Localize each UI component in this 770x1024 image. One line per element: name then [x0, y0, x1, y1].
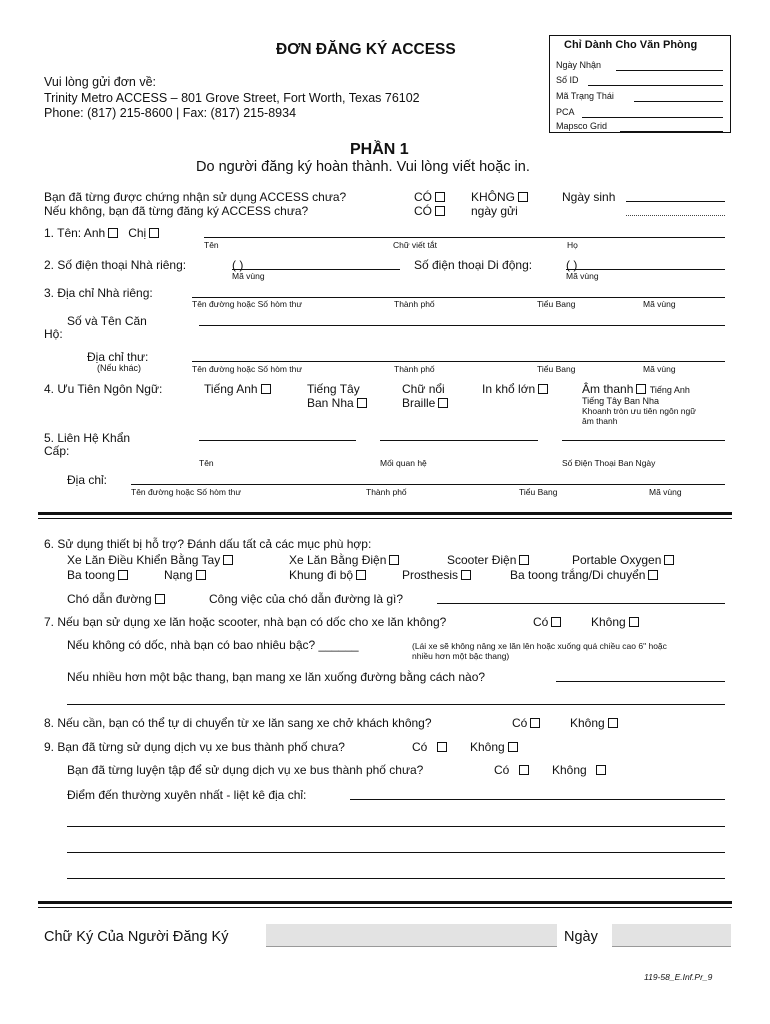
home-phone-label: 2. Số điện thoại Nhà riêng: — [44, 258, 187, 272]
emergency-relation-line[interactable] — [380, 440, 538, 441]
home-address-line[interactable] — [192, 297, 725, 298]
ramp-question: 7. Nếu bạn sử dụng xe lăn hoặc scooter, nhà bạn có dốc cho xe lăn không? — [44, 615, 447, 629]
devices-label: 6. Sử dụng thiết bị hỗ trợ? Đánh dấu tất cả các mục phù hợp: — [44, 537, 372, 551]
steps-note-2: nhiều hơn một bậc thang) — [412, 651, 510, 661]
guide-dog-question: Công việc của chó dẫn đường là gì? — [209, 592, 404, 606]
ramp-yes[interactable]: Có — [533, 615, 561, 629]
checkbox[interactable] — [461, 570, 471, 580]
office-field-id-line[interactable] — [588, 85, 723, 86]
device-scooter[interactable]: Scooter Điện — [447, 553, 529, 567]
audio-note: Khoanh tròn ưu tiên ngôn ngữ — [582, 406, 696, 416]
checkbox[interactable] — [149, 228, 159, 238]
transfer-question: 8. Nếu cần, bạn có thể tự di chuyển từ xe lăn sang xe chở khách không? — [44, 716, 432, 730]
emergency-phone-caption: Số Điện Thoại Ban Ngày — [562, 458, 656, 468]
office-field-mapsco-line[interactable] — [620, 131, 723, 132]
form-title: ĐƠN ĐĂNG KÝ ACCESS — [276, 41, 456, 58]
state-caption: Tiểu Bang — [537, 299, 576, 309]
middle-initial-caption: Chữ viết tắt — [393, 240, 437, 250]
apartment-label-2: Hộ: — [44, 327, 63, 341]
ramp-no[interactable]: Không — [591, 615, 639, 629]
audio-spanish: Tiếng Tây Ban Nha — [582, 396, 660, 406]
office-field-id: Số ID — [556, 75, 579, 85]
destination-line[interactable] — [67, 852, 725, 853]
last-name-caption: Họ — [567, 240, 578, 250]
office-use-title: Chỉ Dành Cho Văn Phòng — [564, 39, 698, 51]
mobile-phone-label: Số điện thoại Di động: — [414, 258, 533, 272]
office-field-status-line[interactable] — [634, 101, 723, 102]
checkbox[interactable] — [508, 742, 518, 752]
apartment-line[interactable] — [199, 325, 725, 326]
device-prosthesis[interactable]: Prosthesis — [402, 568, 471, 582]
sent-date-label: ngày gửi — [471, 204, 518, 218]
checkbox[interactable] — [261, 384, 271, 394]
emergency-address-label: Địa chỉ: — [67, 473, 108, 487]
section-divider — [38, 901, 732, 904]
checkbox[interactable] — [518, 192, 528, 202]
signature-date-label: Ngày — [564, 929, 598, 945]
checkbox[interactable] — [519, 765, 529, 775]
part1-title: PHẦN 1 — [350, 141, 409, 158]
form-code: 119-58_E.Inf.Pr_9 — [644, 972, 713, 982]
emergency-address-line[interactable] — [131, 484, 725, 485]
emergency-relation-caption: Mối quan hệ — [380, 458, 427, 468]
checkbox[interactable] — [356, 570, 366, 580]
device-power-wheelchair[interactable]: Xe Lăn Bằng Điện — [289, 553, 399, 567]
zip-caption: Mã vùng — [643, 299, 676, 309]
send-to-label: Vui lòng gửi đơn về: — [44, 75, 156, 89]
destination-line[interactable] — [67, 826, 725, 827]
office-field-pca-line[interactable] — [582, 117, 723, 118]
bus-question: 9. Bạn đã từng sử dụng dịch vụ xe bus thành phố chưa? — [44, 740, 345, 754]
checkbox[interactable] — [118, 570, 128, 580]
mobile-area-code-caption: Mã vùng — [566, 271, 599, 281]
registered-question: Nếu không, bạn đã từng đăng ký ACCESS chưa? — [44, 204, 309, 218]
mobile-phone-line[interactable] — [566, 269, 725, 270]
checkbox[interactable] — [538, 384, 548, 394]
dob-line[interactable] — [626, 201, 725, 202]
checkbox[interactable] — [196, 570, 206, 580]
more-steps-line[interactable] — [556, 681, 725, 682]
audio-note-2: âm thanh — [582, 416, 618, 426]
contact-phone: Phone: (817) 215-8600 | Fax: (817) 215-8934 — [44, 106, 297, 120]
mailing-address: Trinity Metro ACCESS – 801 Grove Street, Fort Worth, Texas 76102 — [44, 91, 420, 105]
home-address-label: 3. Địa chỉ Nhà riêng: — [44, 286, 153, 300]
checkbox[interactable] — [519, 555, 529, 565]
mailing-address-line[interactable] — [192, 361, 725, 362]
emergency-name-caption: Tên — [199, 458, 214, 468]
checkbox[interactable] — [223, 555, 233, 565]
lang-spanish[interactable]: Tiếng Tây Ban Nha — [307, 382, 367, 410]
checkbox[interactable] — [437, 742, 447, 752]
checkbox[interactable] — [551, 617, 561, 627]
registered-yes-label: CÓ — [414, 204, 432, 218]
device-cane[interactable]: Ba toong — [67, 568, 128, 582]
more-steps-question: Nếu nhiều hơn một bậc thang, bạn mang xe lăn xuống đường bằng cách nào? — [67, 670, 486, 684]
bus-no[interactable]: Không — [470, 740, 518, 754]
em-state-caption: Tiểu Bang — [519, 487, 558, 497]
checkbox[interactable] — [438, 398, 448, 408]
em-zip-caption: Mã vùng — [649, 487, 682, 497]
first-name-caption: Tên — [204, 240, 219, 250]
home-area-code-caption: Mã vùng — [232, 271, 265, 281]
checkbox[interactable] — [155, 594, 165, 604]
section-divider — [38, 512, 732, 515]
office-field-mapsco: Mapsco Grid — [556, 121, 608, 131]
office-field-status: Mã Trạng Thái — [556, 91, 614, 101]
emergency-name-line[interactable] — [199, 440, 356, 441]
office-field-pca: PCA — [556, 107, 575, 117]
lang-audio[interactable]: Âm thanh Tiếng Anh — [582, 382, 690, 396]
mailing-if-different: (Nếu khác) — [97, 363, 142, 373]
office-field-received: Ngày Nhận — [556, 60, 602, 70]
checkbox[interactable] — [389, 555, 399, 565]
checkbox[interactable] — [108, 228, 118, 238]
certified-yes-label: CÓ — [414, 190, 432, 204]
steps-note: (Lái xe sẽ không nâng xe lăn lên hoặc xuống quá chiều cao 6" hoặc — [412, 641, 667, 651]
checkbox[interactable] — [664, 555, 674, 565]
checkbox[interactable] — [608, 718, 618, 728]
home-phone-paren: ( ) — [232, 258, 244, 272]
bus-training-question: Bạn đã từng luyện tập để sử dụng dịch vụ xe bus thành phố chưa? — [67, 763, 424, 777]
em-street-caption: Tên đường hoặc Số hòm thư — [131, 487, 242, 497]
transfer-no[interactable]: Không — [570, 716, 618, 730]
checkbox[interactable] — [596, 765, 606, 775]
signature-date-field[interactable] — [612, 924, 731, 947]
home-phone-line[interactable] — [232, 269, 400, 270]
destination-line[interactable] — [67, 878, 725, 879]
training-no[interactable]: Không — [552, 763, 606, 777]
device-white-cane[interactable]: Ba toong trắng/Di chuyển — [510, 568, 658, 582]
device-guide-dog[interactable]: Chó dẫn đường — [67, 592, 165, 606]
signature-field[interactable] — [266, 924, 557, 947]
checkbox[interactable] — [435, 206, 445, 216]
lang-braille[interactable]: Chữ nổi Braille — [402, 382, 448, 410]
checkbox[interactable] — [648, 570, 658, 580]
street-caption: Tên đường hoặc Số hòm thư — [192, 299, 303, 309]
mail-zip-caption: Mã vùng — [643, 364, 676, 374]
steps-question: Nếu không có dốc, nhà bạn có bao nhiêu bậc? ______ — [67, 638, 359, 652]
certified-yes[interactable] — [414, 190, 445, 204]
device-oxygen[interactable]: Portable Oxygen — [572, 553, 674, 567]
registered-yes[interactable] — [414, 204, 445, 218]
certified-no-label: KHÔNG — [471, 190, 516, 204]
training-yes[interactable]: Có — [494, 763, 529, 777]
mailing-address-label: Địa chỉ thư: — [87, 350, 149, 364]
checkbox[interactable] — [629, 617, 639, 627]
checkbox[interactable] — [435, 192, 445, 202]
dob-label: Ngày sinh — [562, 190, 616, 204]
device-manual-wheelchair[interactable]: Xe Lăn Điều Khiển Bằng Tay — [67, 553, 233, 567]
mobile-phone-paren: ( ) — [566, 258, 578, 272]
device-walker[interactable]: Khung đi bộ — [289, 568, 366, 582]
city-caption: Thành phố — [394, 299, 435, 309]
emergency-label: 5. Liên Hệ Khẩn — [44, 431, 131, 445]
sent-date-line[interactable] — [626, 215, 725, 216]
emergency-phone-line[interactable] — [562, 440, 725, 441]
emergency-label-2: Cấp: — [44, 444, 70, 458]
certified-no[interactable] — [471, 190, 528, 204]
section-divider-thin — [38, 907, 732, 908]
guide-dog-line[interactable] — [437, 603, 725, 604]
transfer-yes[interactable]: Có — [512, 716, 540, 730]
signature-label: Chữ Ký Của Người Đăng Ký — [44, 929, 229, 945]
checkbox[interactable] — [357, 398, 367, 408]
checkbox[interactable] — [530, 718, 540, 728]
em-city-caption: Thành phố — [366, 487, 407, 497]
mail-state-caption: Tiểu Bang — [537, 364, 576, 374]
bus-yes[interactable]: Có — [412, 740, 447, 754]
device-crutches[interactable]: Nạng — [164, 568, 206, 582]
language-label: 4. Ưu Tiên Ngôn Ngữ: — [44, 382, 163, 396]
name-line[interactable] — [204, 237, 725, 238]
audio-english: Tiếng Anh — [649, 385, 690, 395]
checkbox[interactable] — [636, 384, 646, 394]
lang-english[interactable]: Tiếng Anh — [204, 382, 271, 396]
office-field-received-line[interactable] — [616, 70, 723, 71]
certified-question: Bạn đã từng được chứng nhận sử dụng ACCESS chưa? — [44, 190, 347, 204]
mail-street-caption: Tên đường hoặc Số hòm thư — [192, 364, 303, 374]
section-divider-thin — [38, 518, 732, 519]
apartment-label: Số và Tên Căn — [67, 314, 147, 328]
lang-large-print[interactable]: In khổ lớn — [482, 382, 548, 396]
mail-city-caption: Thành phố — [394, 364, 435, 374]
part1-subtitle: Do người đăng ký hoàn thành. Vui lòng viết hoặc in. — [196, 159, 530, 175]
destination-line[interactable] — [350, 799, 725, 800]
office-use-box — [549, 35, 731, 133]
frequent-destinations-label: Điểm đến thường xuyên nhất - liệt kê địa chỉ: — [67, 788, 307, 802]
name-label: 1. Tên: Anh Chị — [44, 226, 159, 240]
more-steps-line-2[interactable] — [67, 704, 725, 705]
